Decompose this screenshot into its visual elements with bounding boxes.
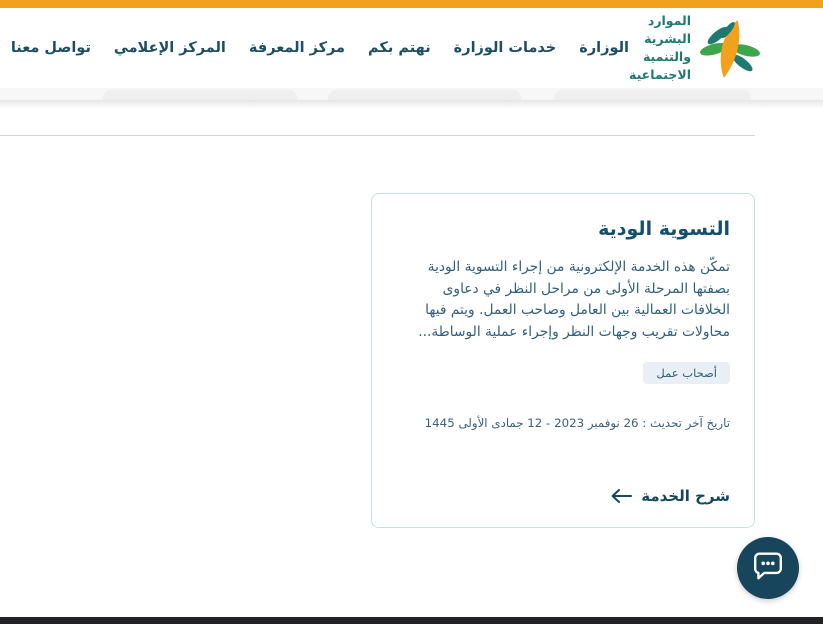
nav-item-media-center[interactable]: المركز الإعلامي xyxy=(113,40,226,56)
last-updated-text: تاريخ آخر تحديث : 26 نوفمبر 2023 - 12 جمادى الأولى 1445 xyxy=(424,416,730,430)
ministry-logo-palm-icon xyxy=(699,16,761,80)
nav-item-knowledge-center[interactable]: مركز المعرفة xyxy=(248,40,346,56)
ministry-logo[interactable] xyxy=(629,12,761,84)
cutoff-card-top xyxy=(103,90,297,100)
logo-line-1: الموارد البشرية xyxy=(644,13,691,46)
service-description: تمكّن هذه الخدمة الإلكترونية من إجراء التسوية الودية بصفتها المرحلة الأولى من مراحل النظر في دعاوى الخلافات العمالية بين العامل وصاحب العمل. ويتم فيها محاولات تقريب وجهات النظر وإجراء عملية الوساطة... xyxy=(418,259,730,340)
logo-line-2: والتنمية الاجتماعية xyxy=(629,49,691,82)
ministry-logo-wordmark xyxy=(629,12,691,84)
service-explanation-link[interactable] xyxy=(610,487,730,505)
service-card xyxy=(371,193,755,528)
site-header xyxy=(0,8,823,88)
audience-tag-badge[interactable]: أصحاب عمل xyxy=(643,362,730,384)
top-accent-bar xyxy=(0,0,823,8)
footer-top-edge xyxy=(0,617,823,624)
nav-item-ministry-services[interactable]: خدمات الوزارة xyxy=(453,40,557,56)
service-title: التسوية الودية xyxy=(598,218,730,240)
nav-item-we-care[interactable]: نهتم بكم xyxy=(368,40,431,56)
cutoff-card-top xyxy=(554,90,751,100)
header-shadow xyxy=(0,100,823,109)
main-navigation xyxy=(11,40,629,56)
nav-item-ministry[interactable]: الوزارة xyxy=(579,40,629,56)
chat-bubble-icon xyxy=(752,551,784,585)
arrow-left-icon xyxy=(610,489,632,503)
section-divider xyxy=(0,135,755,136)
cutoff-card-top xyxy=(328,90,521,100)
chat-widget-button[interactable] xyxy=(737,537,799,599)
service-explanation-label: شرح الخدمة xyxy=(641,487,730,505)
cutoff-cards-strip xyxy=(0,88,823,100)
nav-item-contact-us[interactable]: تواصل معنا xyxy=(10,40,91,56)
